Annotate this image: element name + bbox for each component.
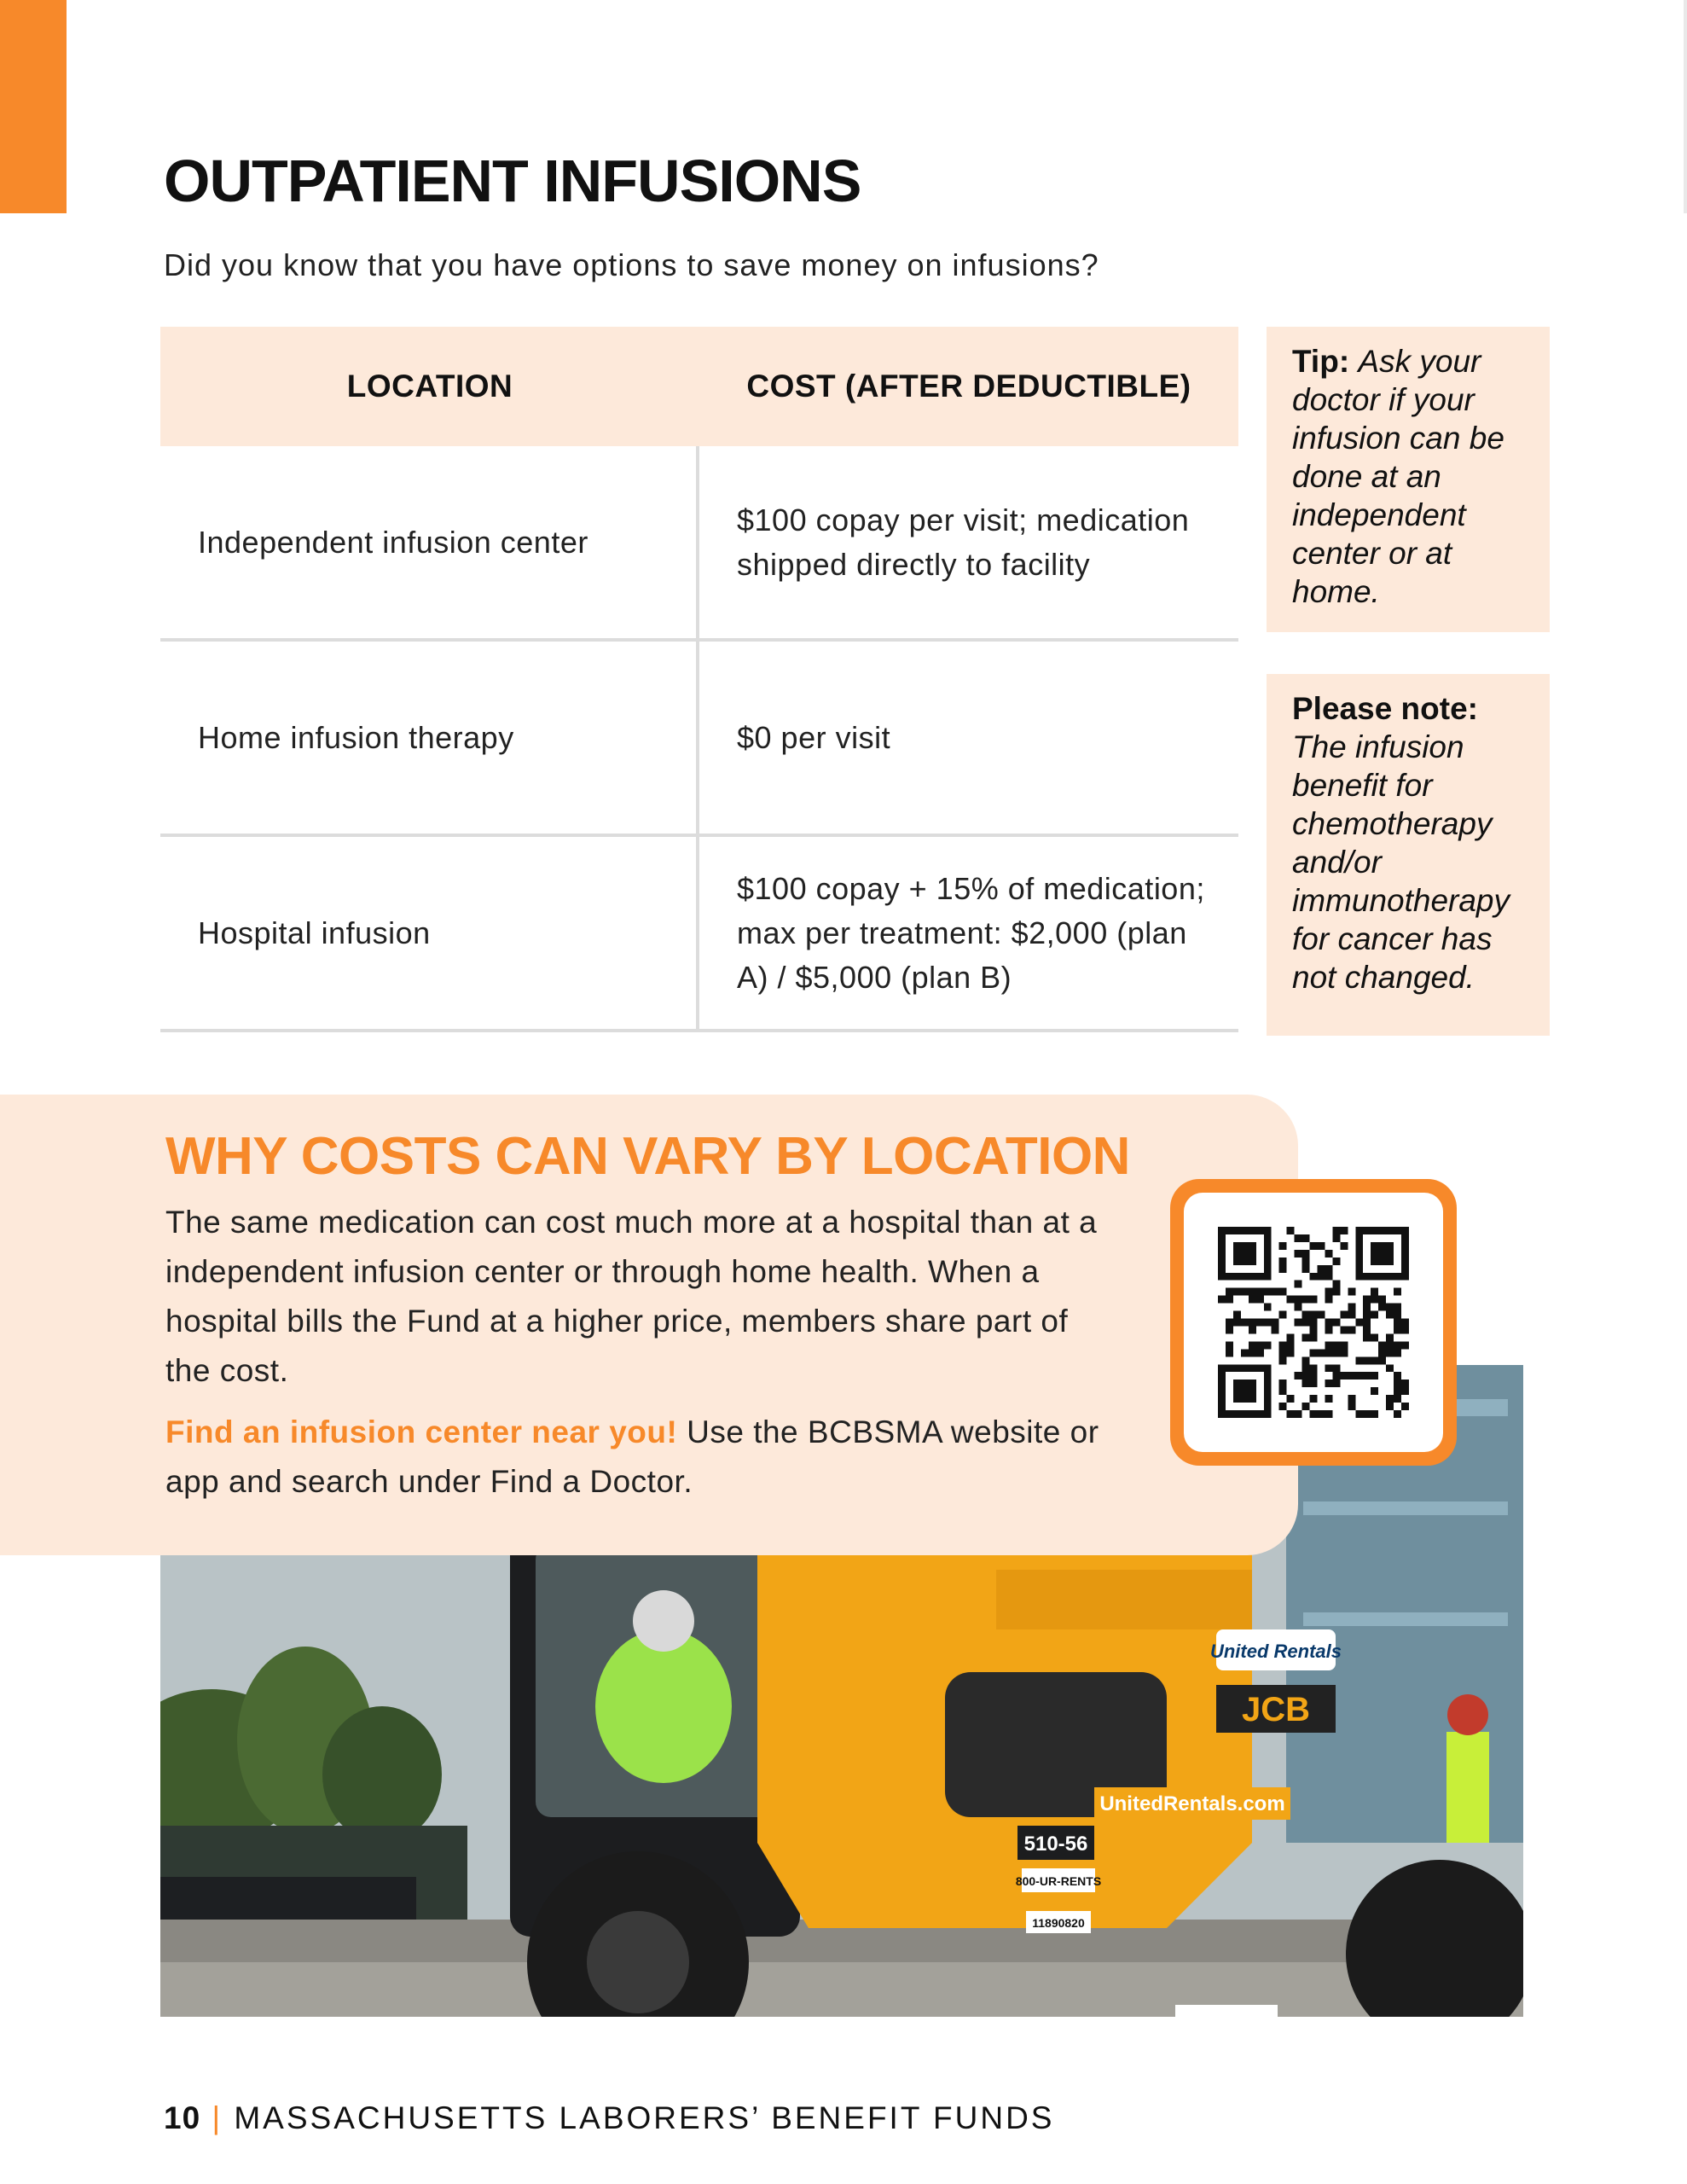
qr-module <box>1295 1234 1302 1242</box>
qr-module <box>1394 1304 1401 1311</box>
qr-module <box>1310 1273 1318 1281</box>
qr-code[interactable] <box>1184 1193 1443 1452</box>
qr-module <box>1363 1410 1371 1418</box>
qr-module <box>1279 1311 1287 1319</box>
qr-module <box>1317 1410 1325 1418</box>
qr-module <box>1371 1387 1378 1395</box>
qr-module <box>1371 1333 1378 1341</box>
qr-module <box>1279 1387 1287 1395</box>
qr-module <box>1325 1410 1332 1418</box>
qr-module <box>1279 1242 1287 1250</box>
qr-module <box>1332 1380 1340 1387</box>
qr-module <box>1355 1356 1363 1364</box>
qr-module <box>1226 1296 1233 1304</box>
qr-module <box>1302 1258 1310 1265</box>
qr-module <box>1363 1319 1371 1327</box>
orange-accent-bar <box>0 0 67 213</box>
qr-module <box>1226 1288 1233 1296</box>
qr-module <box>1340 1349 1348 1356</box>
qr-module <box>1340 1372 1348 1380</box>
qr-module <box>1249 1326 1256 1333</box>
qr-module <box>1272 1288 1279 1296</box>
qr-module <box>1295 1304 1302 1311</box>
table-row <box>160 837 1238 1032</box>
qr-module <box>1310 1395 1318 1403</box>
qr-module <box>1401 1380 1409 1387</box>
qr-module <box>1310 1296 1318 1304</box>
qr-module <box>1310 1364 1318 1372</box>
qr-module <box>1363 1311 1371 1319</box>
table-header <box>160 327 1238 446</box>
qr-module <box>1264 1288 1272 1296</box>
qr-module <box>1279 1349 1287 1356</box>
qr-module <box>1295 1296 1302 1304</box>
qr-module <box>1310 1326 1318 1333</box>
qr-module <box>1386 1304 1394 1311</box>
note-label: Please note: <box>1292 691 1478 726</box>
qr-module <box>1371 1372 1378 1380</box>
qr-module <box>1371 1242 1394 1265</box>
qr-module <box>1325 1326 1332 1333</box>
qr-module <box>1249 1319 1256 1327</box>
qr-module <box>1325 1364 1332 1372</box>
qr-module <box>1226 1319 1233 1327</box>
table-row <box>160 642 1238 837</box>
qr-module <box>1272 1319 1279 1327</box>
qr-module <box>1378 1304 1386 1311</box>
qr-module <box>1264 1319 1272 1327</box>
qr-module <box>1226 1341 1233 1349</box>
qr-module <box>1340 1311 1348 1319</box>
qr-module <box>1279 1265 1287 1273</box>
qr-module <box>1287 1227 1295 1234</box>
qr-module <box>1332 1349 1340 1356</box>
header-cost: COST (AFTER DEDUCTIBLE) <box>746 369 1191 404</box>
qr-module <box>1279 1258 1287 1265</box>
qr-code-pattern <box>1218 1227 1409 1418</box>
qr-module <box>1371 1410 1378 1418</box>
qr-module <box>1302 1372 1310 1380</box>
qr-module <box>1241 1349 1249 1356</box>
qr-module <box>1325 1288 1332 1296</box>
unit-number-decal: 510-56 <box>1023 1833 1088 1856</box>
qr-module <box>1279 1341 1287 1349</box>
qr-module <box>1249 1349 1256 1356</box>
qr-module <box>1325 1319 1332 1327</box>
location-cell: Hospital infusion <box>160 837 699 1029</box>
qr-module <box>1325 1395 1332 1403</box>
qr-module <box>1287 1410 1295 1418</box>
qr-module <box>1348 1372 1355 1380</box>
jcb-logo: JCB <box>1241 1691 1311 1728</box>
footer-separator: | <box>212 2100 223 2135</box>
why-costs-body: The same medication can cost much more at a hospital than at a independent infusion center or through home health. When a hospital bills the Fund at a higher price, members share part of the cost. <box>165 1205 1098 1388</box>
qr-module <box>1249 1288 1256 1296</box>
qr-module <box>1363 1304 1371 1311</box>
qr-module <box>1355 1319 1363 1327</box>
qr-module <box>1302 1296 1310 1304</box>
qr-module <box>1249 1296 1256 1304</box>
qr-module <box>1264 1304 1272 1311</box>
qr-module <box>1302 1403 1310 1410</box>
qr-module <box>1363 1296 1371 1304</box>
qr-module <box>1363 1326 1371 1333</box>
qr-module <box>1302 1311 1310 1319</box>
qr-module <box>1295 1372 1302 1380</box>
qr-module <box>1302 1356 1310 1364</box>
qr-module <box>1302 1250 1310 1258</box>
qr-module <box>1332 1234 1340 1242</box>
qr-module <box>1218 1296 1226 1304</box>
qr-module <box>1310 1372 1318 1380</box>
serial-decal: 11890820 <box>1032 1916 1085 1930</box>
qr-module <box>1302 1333 1310 1341</box>
cost-cell: $0 per visit <box>737 719 891 755</box>
page-footer <box>164 2100 1055 2136</box>
qr-module <box>1302 1364 1310 1372</box>
qr-module <box>1348 1395 1355 1403</box>
qr-module <box>1325 1296 1332 1304</box>
qr-module <box>1287 1341 1295 1349</box>
qr-module <box>1348 1403 1355 1410</box>
qr-module <box>1295 1410 1302 1418</box>
qr-module <box>1302 1380 1310 1387</box>
qr-module <box>1401 1403 1409 1410</box>
qr-module <box>1332 1319 1340 1327</box>
phone-decal: 800-UR-RENTS <box>1015 1874 1102 1888</box>
qr-module <box>1256 1296 1264 1304</box>
qr-module <box>1348 1304 1355 1311</box>
qr-module <box>1279 1288 1287 1296</box>
table-row <box>160 446 1238 642</box>
qr-module <box>1325 1273 1332 1281</box>
qr-module <box>1310 1311 1318 1319</box>
qr-module <box>1386 1403 1394 1410</box>
qr-module <box>1332 1364 1340 1372</box>
qr-module <box>1401 1319 1409 1327</box>
qr-module <box>1371 1311 1378 1319</box>
qr-module <box>1332 1281 1340 1288</box>
location-cell: Home infusion therapy <box>160 642 699 834</box>
qr-module <box>1325 1349 1332 1356</box>
tip-text: Ask your doctor if your infusion can be done at an independent center or at home. <box>1292 344 1504 609</box>
qr-module <box>1317 1273 1325 1281</box>
qr-module <box>1363 1372 1371 1380</box>
qr-code-frame <box>1170 1179 1457 1466</box>
qr-module <box>1355 1372 1363 1380</box>
qr-module <box>1386 1395 1394 1403</box>
qr-module <box>1394 1341 1401 1349</box>
qr-module <box>1325 1341 1332 1349</box>
cost-cell: $100 copay + 15% of medication; max per treatment: $2,000 (plan A) / $5,000 (plan B) <box>737 870 1205 995</box>
qr-module <box>1371 1288 1378 1296</box>
qr-module <box>1401 1326 1409 1333</box>
qr-module <box>1332 1227 1340 1234</box>
qr-module <box>1226 1349 1233 1356</box>
why-costs-title: WHY COSTS CAN VARY BY LOCATION <box>165 1127 1130 1186</box>
qr-module <box>1295 1250 1302 1258</box>
qr-module <box>1310 1380 1318 1387</box>
infusion-cost-table <box>160 327 1238 1032</box>
qr-module <box>1317 1311 1325 1319</box>
qr-module <box>1241 1288 1249 1296</box>
qr-module <box>1363 1333 1371 1341</box>
qr-module <box>1371 1356 1378 1364</box>
qr-module <box>1386 1364 1394 1372</box>
qr-module <box>1302 1234 1310 1242</box>
qr-module <box>1317 1265 1325 1273</box>
qr-module <box>1394 1319 1401 1327</box>
qr-module <box>1394 1349 1401 1356</box>
find-infusion-highlight: Find an infusion center near you! <box>165 1414 678 1449</box>
qr-module <box>1348 1288 1355 1296</box>
qr-module <box>1295 1319 1302 1327</box>
qr-module <box>1394 1410 1401 1418</box>
qr-module <box>1264 1341 1272 1349</box>
united-rentals-logo: United Rentals <box>1209 1641 1342 1662</box>
qr-module <box>1279 1403 1287 1410</box>
qr-module <box>1310 1319 1318 1327</box>
tip-box <box>1267 327 1550 632</box>
qr-module <box>1340 1227 1348 1234</box>
qr-module <box>1302 1319 1310 1327</box>
qr-module <box>1256 1349 1264 1356</box>
page-number: 10 <box>164 2100 201 2135</box>
qr-module <box>1348 1326 1355 1333</box>
qr-module <box>1310 1349 1318 1356</box>
qr-module <box>1394 1395 1401 1403</box>
qr-module <box>1325 1380 1332 1387</box>
qr-module <box>1233 1311 1241 1319</box>
qr-module <box>1394 1288 1401 1296</box>
qr-module <box>1241 1319 1249 1327</box>
website-decal: UnitedRentals.com <box>1099 1792 1285 1815</box>
qr-module <box>1302 1265 1310 1273</box>
qr-module <box>1386 1311 1394 1319</box>
page-title: OUTPATIENT INFUSIONS <box>164 148 861 214</box>
qr-module <box>1394 1372 1401 1380</box>
note-text: The infusion benefit for chemotherapy and/or immunotherapy for cancer has not changed. <box>1292 729 1510 995</box>
qr-module <box>1256 1341 1264 1349</box>
location-cell: Independent infusion center <box>160 446 699 638</box>
qr-module <box>1386 1341 1394 1349</box>
tip-label: Tip: <box>1292 344 1350 379</box>
qr-module <box>1340 1341 1348 1349</box>
qr-module <box>1340 1242 1348 1250</box>
qr-module <box>1394 1311 1401 1319</box>
cost-cell: $100 copay per visit; medication shipped directly to facility <box>737 502 1190 582</box>
qr-module <box>1332 1288 1340 1296</box>
qr-module <box>1233 1319 1241 1327</box>
intro-text: Did you know that you have options to save money on infusions? <box>164 247 1099 282</box>
qr-module <box>1348 1311 1355 1319</box>
qr-module <box>1287 1349 1295 1356</box>
qr-module <box>1325 1265 1332 1273</box>
qr-module <box>1386 1349 1394 1356</box>
qr-module <box>1332 1341 1340 1349</box>
qr-module <box>1226 1326 1233 1333</box>
qr-module <box>1310 1242 1318 1250</box>
qr-module <box>1340 1326 1348 1333</box>
qr-module <box>1378 1349 1386 1356</box>
qr-module <box>1325 1250 1332 1258</box>
qr-module <box>1317 1349 1325 1356</box>
page-edge <box>1684 0 1687 213</box>
qr-module <box>1363 1356 1371 1364</box>
qr-module <box>1401 1341 1409 1349</box>
find-infusion-text <box>165 1408 1104 1507</box>
find-infusion-rest: Use the BCBSMA website or app and search under Find a Doctor. <box>165 1414 1099 1499</box>
qr-module <box>1394 1387 1401 1395</box>
qr-module <box>1256 1288 1264 1296</box>
qr-module <box>1233 1288 1241 1296</box>
qr-module <box>1317 1242 1325 1250</box>
qr-module <box>1401 1387 1409 1395</box>
qr-module <box>1272 1326 1279 1333</box>
qr-module <box>1394 1326 1401 1333</box>
qr-module <box>1295 1281 1302 1288</box>
qr-module <box>1310 1410 1318 1418</box>
qr-module <box>1378 1341 1386 1349</box>
qr-module <box>1394 1380 1401 1387</box>
qr-module <box>1287 1395 1295 1403</box>
footer-org-name: MASSACHUSETTS LABORERS’ BENEFIT FUNDS <box>234 2100 1055 2135</box>
qr-module <box>1310 1333 1318 1341</box>
qr-module <box>1378 1356 1386 1364</box>
qr-module <box>1233 1242 1256 1265</box>
qr-module <box>1332 1258 1340 1265</box>
qr-module <box>1386 1333 1394 1341</box>
qr-module <box>1378 1296 1386 1304</box>
qr-module <box>1279 1380 1287 1387</box>
qr-module <box>1355 1410 1363 1418</box>
qr-module <box>1287 1296 1295 1304</box>
qr-module <box>1249 1341 1256 1349</box>
header-location: LOCATION <box>346 369 513 404</box>
qr-module <box>1256 1319 1264 1327</box>
qr-module <box>1233 1380 1256 1403</box>
qr-module <box>1287 1333 1295 1341</box>
please-note-box <box>1267 674 1550 1036</box>
qr-module <box>1332 1372 1340 1380</box>
qr-module <box>1279 1356 1287 1364</box>
qr-module <box>1371 1296 1378 1304</box>
